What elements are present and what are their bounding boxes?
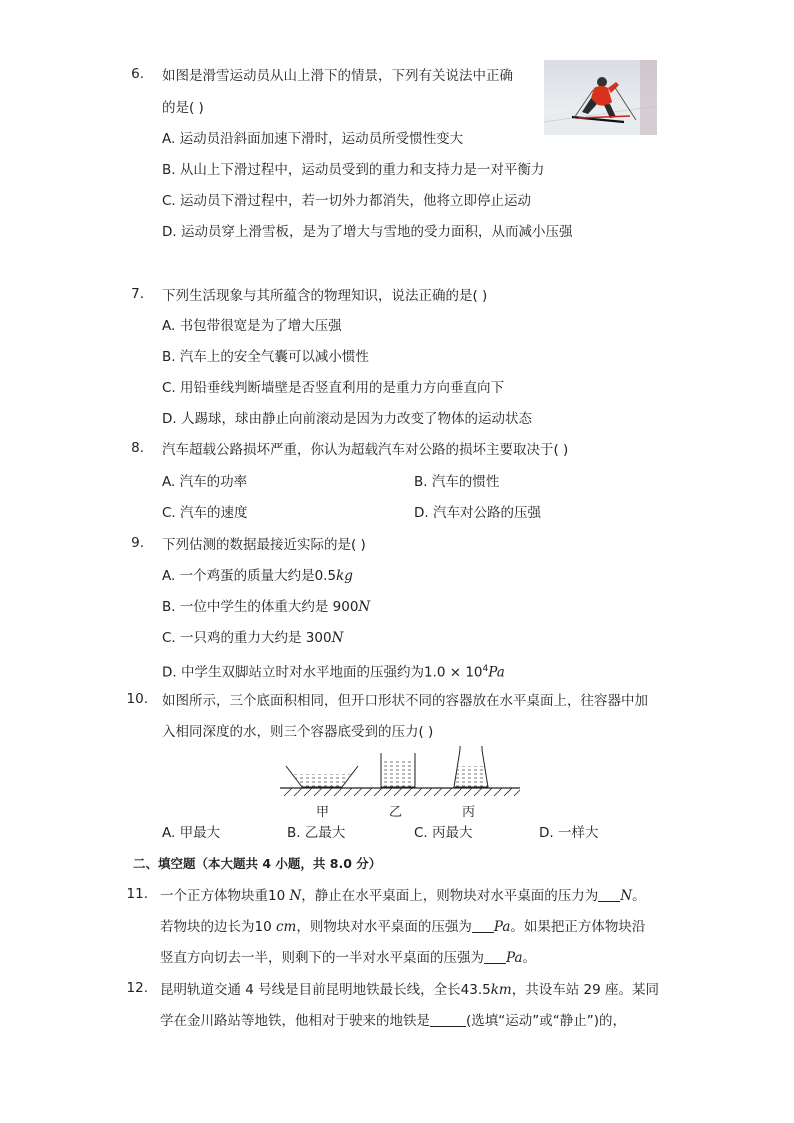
- skier-photo: [544, 60, 657, 135]
- q12-line2-b: (选填“运动”或“静止”)的，: [466, 1013, 627, 1029]
- q9-option-c-unit: N: [331, 630, 344, 646]
- q11-number: 11.: [126, 886, 148, 902]
- q8-stem: 汽车超载公路损坏严重，你认为超载汽车对公路的损坏主要取决于( ): [162, 442, 569, 458]
- q8-option-c: C. 汽车的速度: [162, 505, 248, 521]
- q11-blank-2[interactable]: [472, 918, 494, 933]
- q12-line2-a: 学在金川路站等地铁，他相对于驶来的地铁是: [160, 1013, 430, 1029]
- q11-line2-b: ，则物块对水平桌面的压强为: [296, 919, 472, 935]
- q6-option-d: D. 运动员穿上滑雪板，是为了增大与雪地的受力面积，从而减小压强: [162, 224, 573, 240]
- q9-stem: 下列估测的数据最接近实际的是( ): [162, 537, 366, 553]
- q8-option-b: B. 汽车的惯性: [414, 474, 500, 490]
- q8-number: 8.: [131, 440, 144, 456]
- q7-option-a: A. 书包带很宽是为了增大压强: [162, 318, 342, 334]
- q11-line1-unit: N: [289, 888, 302, 904]
- q11-line2-unit: cm: [275, 919, 297, 935]
- label-jia: 甲: [316, 805, 330, 820]
- q9-option-b-text: B. 一位中学生的体重大约是 900: [162, 599, 359, 615]
- q7-option-b: B. 汽车上的安全气囊可以减小惯性: [162, 349, 369, 365]
- q9-number: 9.: [131, 535, 144, 551]
- q11-line2-unit2: Pa: [493, 919, 511, 935]
- q9-option-d: [162, 659, 505, 683]
- q12-line1-a: 昆明轨道交通 4 号线是目前昆明地铁最长线，全长43.5: [160, 982, 491, 998]
- q6-option-a: A. 运动员沿斜面加速下滑时，运动员所受惯性变大: [162, 131, 464, 147]
- q6-stem-line1: 如图是滑雪运动员从山上滑下的情景，下列有关说法中正确: [162, 68, 513, 84]
- label-yi: 乙: [389, 805, 403, 820]
- q11-line3: [160, 948, 536, 968]
- q7-option-c: C. 用铅垂线判断墙壁是否竖直利用的是重力方向垂直向下: [162, 380, 505, 396]
- q10-option-c: C. 丙最大: [414, 825, 473, 841]
- q6-number: 6.: [131, 66, 144, 82]
- section-fill-in-title: 二、填空题（本大题共 4 小题，共 8.0 分）: [133, 856, 382, 871]
- q9-option-c-text: C. 一只鸡的重力大约是 300: [162, 630, 332, 646]
- q9-option-d-text: D. 中学生双脚站立时对水平地面的压强约为1.0 × 10: [162, 664, 483, 681]
- q9-option-d-exponent: 4: [482, 664, 489, 674]
- q11-line2: [160, 917, 645, 937]
- q10-option-b: B. 乙最大: [287, 825, 346, 841]
- q9-option-c: [162, 628, 343, 648]
- q9-option-b-unit: N: [358, 599, 371, 615]
- q6-stem-line2: 的是( ): [162, 100, 204, 116]
- q12-blank-1[interactable]: [430, 1012, 466, 1027]
- q11-line1-unit2: N: [620, 888, 633, 904]
- q7-number: 7.: [131, 286, 144, 302]
- q11-line3-end: 。: [522, 950, 537, 966]
- q6-option-b: B. 从山上下滑过程中，运动员受到的重力和支持力是一对平衡力: [162, 162, 545, 178]
- q12-line1-b: ，共设车站 29 座。某同: [511, 982, 659, 998]
- three-containers-diagram: [276, 744, 524, 822]
- q6-option-c: C. 运动员下滑过程中，若一切外力都消失，他将立即停止运动: [162, 193, 532, 209]
- q7-stem: 下列生活现象与其所蕴含的物理知识，说法正确的是( ): [162, 288, 488, 304]
- q11-blank-3[interactable]: [484, 949, 506, 964]
- q11-line1: [160, 886, 646, 906]
- q10-stem-line1: 如图所示，三个底面积相同，但开口形状不同的容器放在水平桌面上，往容器中加: [162, 693, 648, 709]
- q11-blank-1[interactable]: [598, 887, 620, 902]
- container-yi: [381, 753, 415, 787]
- q9-option-d-unit: Pa: [488, 664, 505, 681]
- q7-option-d: D. 人踢球，球由静止向前滚动是因为力改变了物体的运动状态: [162, 411, 532, 427]
- q9-option-b: [162, 597, 370, 617]
- q11-line3-unit: Pa: [506, 950, 523, 966]
- q11-line2-c: 。如果把正方体物块沿: [510, 919, 646, 935]
- q12-number: 12.: [126, 980, 148, 996]
- q10-option-a: A. 甲最大: [162, 825, 221, 841]
- q12-line1-unit: km: [490, 982, 512, 998]
- q12-line2: [160, 1011, 626, 1031]
- q9-option-a: [162, 566, 353, 586]
- q11-line1-a: 一个正方体物块重10: [160, 888, 290, 904]
- q8-option-d: D. 汽车对公路的压强: [414, 505, 541, 521]
- label-bing: 丙: [462, 805, 476, 820]
- q11-line1-b: ，静止在水平桌面上，则物块对水平桌面的压力为: [301, 888, 599, 904]
- q12-line1: [160, 980, 659, 1000]
- q10-stem-line2: 入相同深度的水，则三个容器底受到的压力( ): [162, 724, 434, 740]
- q11-line1-end: 。: [632, 888, 646, 904]
- container-jia: [286, 766, 358, 787]
- q10-option-d: D. 一样大: [539, 825, 599, 841]
- q9-option-a-unit: kg: [336, 568, 353, 584]
- table-hatching: [284, 788, 520, 796]
- q8-option-a: A. 汽车的功率: [162, 474, 248, 490]
- q9-option-a-text: A. 一个鸡蛋的质量大约是0.5: [162, 568, 337, 584]
- q11-line3-a: 竖直方向切去一半，则剩下的一半对水平桌面的压强为: [160, 950, 484, 966]
- container-bing: [454, 746, 488, 787]
- q10-number: 10.: [126, 691, 148, 707]
- q11-line2-a: 若物块的边长为10: [160, 919, 276, 935]
